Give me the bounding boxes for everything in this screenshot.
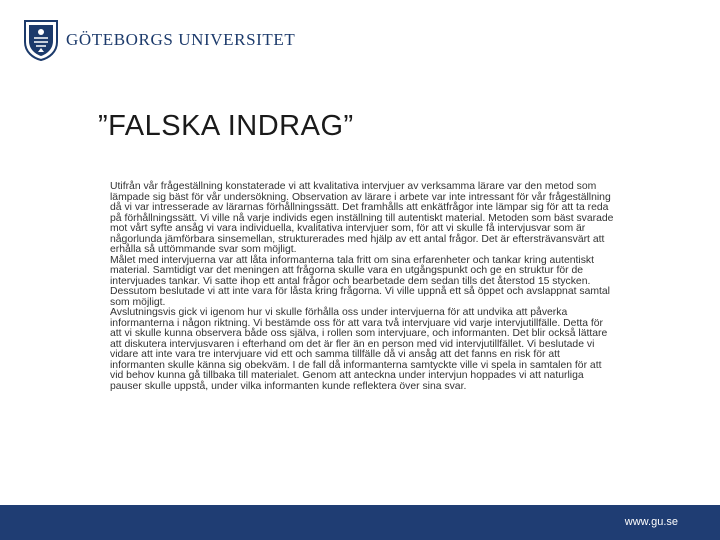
website-link[interactable]: www.gu.se: [624, 516, 678, 528]
university-logo: [22, 18, 295, 62]
slide-body: [110, 182, 617, 392]
university-seal-icon: [22, 18, 60, 62]
university-name: GÖTEBORGS UNIVERSITET: [66, 30, 296, 49]
body-paragraph: Utifrån vår frågeställning konstaterade vi att kvalitativa intervjuer av verksamma lärare var den metod som lämpade sig bäst för vår undersökning. Observation av lärare i arbete var inte intressant för vår frågeställning då vi var intresserade av lärarnas förhållningssätt. Det framhålls att enkätfrågor inte lämpar sig för att ta reda på förhållningssätt. Vi ville nå varje individs egen inställning till autentiskt material. Metoden som bäst svarade mot vårt syfte ansåg vi vara individuella, kvalitativa intervjuer som, för att vi skulle få intervjusvar som är någorlunda jämförbara sinsemellan, strukturerades med hjälp av ett antal frågor. Det är eftersträvansvärt att erhålla så uttömmande svar som möjligt.: [110, 181, 614, 255]
body-paragraph: Målet med intervjuerna var att låta informanterna tala fritt om sina erfarenheter och tankar kring autentiskt material. Samtidigt var det meningen att frågorna skulle vara en utgångspunkt och ge en struktur för de intervjuades tankar. Vi satte ihop ett antal frågor och bearbetade dem sedan tills det återstod 15 stycken. Dessutom beslutade vi att inte vara för låsta kring frågorna. Vi ville uppnå ett så öppet och avslappnat samtal som möjligt.: [110, 254, 610, 308]
slide-title: ”FALSKA INDRAG”: [98, 110, 354, 142]
body-paragraph: Avslutningsvis gick vi igenom hur vi skulle förhålla oss under intervjuerna för att undvika att påverka informanterna i någon riktning. Vi bestämde oss för att vara två intervjuare vid varje intervjutillfälle. Detta för att vi skulle kunna observera både oss själva, i rollen som intervjuare, och informanten. Det blir också lättare att diskutera intervjusvaren i efterhand om det är fler än en person med vid intervjutillfället. Vi beslutade vi vidare att inte vara tre intervjuare vid ett och samma tillfälle då vi ansåg att det fanns en risk för att informanten skulle känna sig obekväm. I de fall då informanterna samtyckte ville vi spela in samtalen för att vid behov kunna gå tillbaka till materialet. Genom att anteckna under intervjun hoppades vi att naturliga pauser skulle uppstå, under vilka informanten kunde reflektera över sina svar.: [110, 307, 608, 392]
footer-bar: [0, 505, 720, 540]
